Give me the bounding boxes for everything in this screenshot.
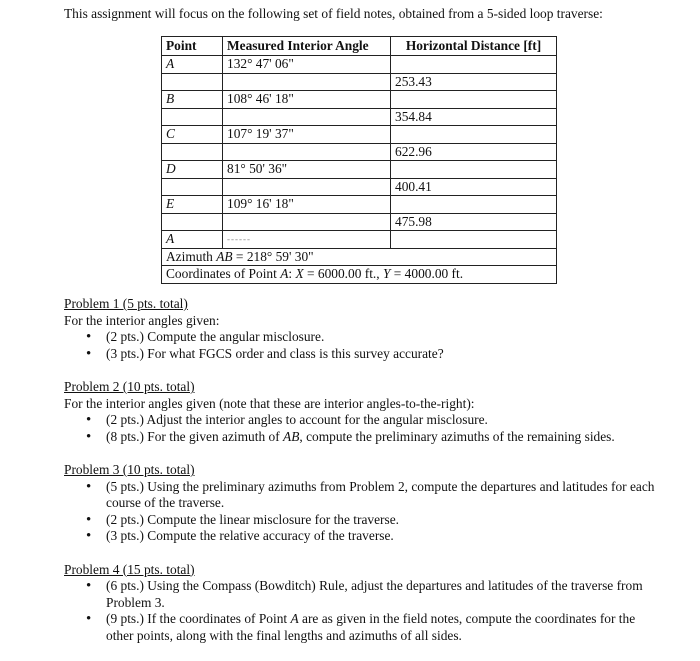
table-row — [162, 73, 557, 91]
problem-title: Problem 3 (10 pts. total) — [64, 462, 195, 477]
problem-title: Problem 2 (10 pts. total) — [64, 379, 195, 394]
table-row — [162, 91, 557, 109]
list-item: • (9 pts.) If the coordinates of Point A are as given in the field notes, compute the coordinates for the other points, along with the final lengths and azimuths of all sides. — [64, 611, 664, 644]
problem-title: Problem 1 (5 pts. total) — [64, 296, 188, 311]
distance-cell: 253.43 — [391, 73, 557, 91]
list-item: • (6 pts.) Using the Compass (Bowditch) Rule, adjust the departures and latitudes of the traverse from Problem 3. — [64, 578, 664, 611]
angle-cell: 108° 46' 18" — [223, 91, 391, 109]
azimuth-row — [162, 248, 557, 266]
dash-cell: ------ — [223, 231, 391, 249]
table-row — [162, 161, 557, 179]
point-cell: A — [162, 231, 223, 249]
problem-items — [64, 578, 664, 644]
problem-subtitle: For the interior angles given (note that these are interior angles-to-the-right): — [64, 395, 475, 411]
table-row — [162, 56, 557, 74]
point-cell: B — [162, 91, 223, 109]
table-row — [162, 178, 557, 196]
problem-3 — [64, 462, 664, 545]
angle-cell: 132° 47' 06" — [223, 56, 391, 74]
list-item: • (2 pts.) Compute the linear misclosure for the traverse. — [64, 512, 664, 529]
header-angle: Measured Interior Angle — [223, 37, 391, 56]
angle-cell: 107° 19' 37" — [223, 126, 391, 144]
distance-cell: 400.41 — [391, 178, 557, 196]
problem-items — [64, 479, 664, 545]
list-item: • (5 pts.) Using the preliminary azimuths from Problem 2, compute the departures and latitudes for each course of the traverse. — [64, 479, 664, 512]
header-distance: Horizontal Distance [ft] — [391, 37, 557, 56]
header-point: Point — [162, 37, 223, 56]
problem-subtitle: For the interior angles given: — [64, 312, 220, 328]
intro-text: This assignment will focus on the following set of field notes, obtained from a 5-sided loop traverse: — [64, 6, 603, 21]
problem-4 — [64, 562, 664, 645]
list-item: • (8 pts.) For the given azimuth of AB, compute the preliminary azimuths of the remaining sides. — [64, 429, 664, 446]
list-item: • (3 pts.) For what FGCS order and class is this survey accurate? — [64, 346, 664, 363]
table-row — [162, 126, 557, 144]
list-item: • (2 pts.) Adjust the interior angles to account for the angular misclosure. — [64, 412, 664, 429]
azimuth-note: Azimuth AB = 218° 59' 30" — [162, 248, 557, 266]
table-row — [162, 143, 557, 161]
problem-title: Problem 4 (15 pts. total) — [64, 561, 195, 577]
distance-cell: 475.98 — [391, 213, 557, 231]
empty-cell — [391, 56, 557, 74]
table-row — [162, 196, 557, 214]
table-row — [162, 108, 557, 126]
point-cell: C — [162, 126, 223, 144]
problem-2 — [64, 379, 664, 445]
problems-section — [64, 296, 664, 661]
problem-1 — [64, 296, 664, 362]
list-item: • (3 pts.) Compute the relative accuracy of the traverse. — [64, 528, 664, 545]
point-cell: A — [162, 56, 223, 74]
point-cell: E — [162, 196, 223, 214]
coordinates-row — [162, 266, 557, 284]
table-row — [162, 231, 557, 249]
distance-cell: 354.84 — [391, 108, 557, 126]
problem-items — [64, 329, 664, 362]
point-cell: D — [162, 161, 223, 179]
angle-cell: 109° 16' 18" — [223, 196, 391, 214]
field-notes-table — [161, 36, 557, 284]
distance-cell: 622.96 — [391, 143, 557, 161]
table-header-row — [162, 37, 557, 56]
table-row — [162, 213, 557, 231]
angle-cell: 81° 50' 36" — [223, 161, 391, 179]
list-item: • (2 pts.) Compute the angular misclosure. — [64, 329, 664, 346]
coordinates-note: Coordinates of Point A: X = 6000.00 ft., Y = 4000.00 ft. — [162, 266, 557, 284]
problem-items — [64, 412, 664, 445]
